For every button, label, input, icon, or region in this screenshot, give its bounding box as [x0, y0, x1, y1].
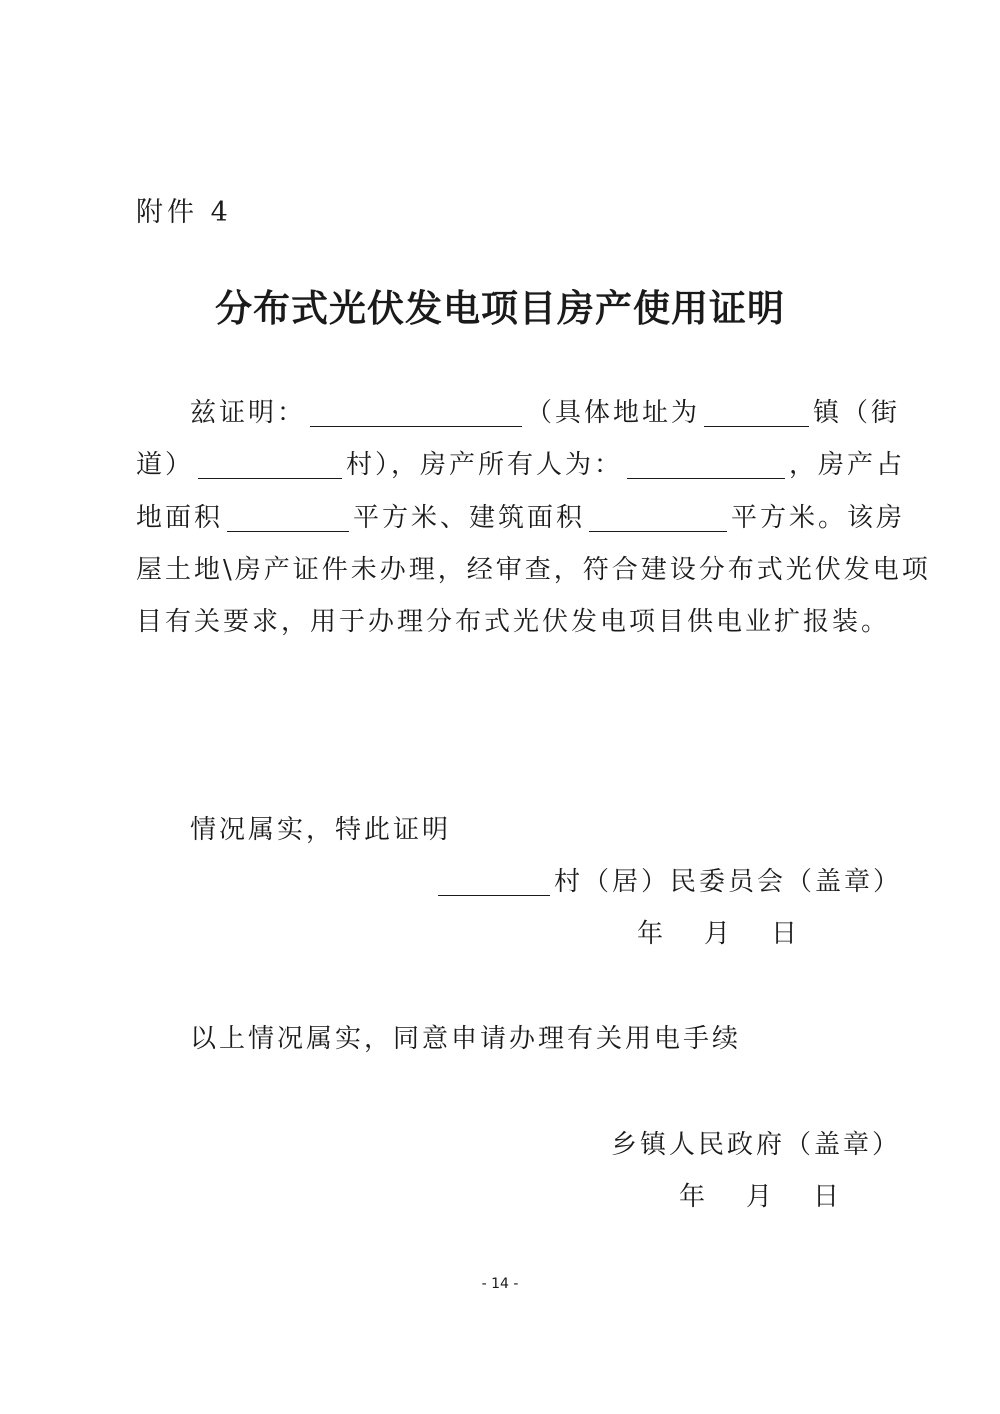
address-blank[interactable]	[310, 398, 522, 427]
committee-seal-label: 村（居）民委员会（盖章）	[554, 867, 903, 897]
township-statement: 以上情况属实，同意申请办理有关用电手续	[190, 1024, 742, 1054]
town-blank[interactable]	[704, 398, 809, 427]
body-line-5: 目有关要求，用于办理分布式光伏发电项目供电业扩报装。	[136, 607, 891, 637]
month-label: 月	[746, 1182, 776, 1212]
township-seal-label: 乡镇人民政府（盖章）	[611, 1130, 902, 1160]
village-blank[interactable]	[198, 450, 342, 479]
village-date	[637, 913, 800, 950]
year-label: 年	[679, 1182, 709, 1212]
township-date	[679, 1176, 842, 1213]
building-area-blank[interactable]	[589, 503, 727, 532]
body-text: （具体地址为	[526, 398, 701, 428]
body-text: 平方米、建筑面积	[353, 503, 586, 533]
body-text: 兹证明：	[190, 398, 307, 428]
body-text: 镇（街	[813, 398, 901, 428]
document-title: 分布式光伏发电项目房产使用证明	[215, 287, 785, 330]
body-text: 道）	[136, 450, 195, 480]
body-text: 村），房产所有人为：	[346, 450, 624, 480]
day-label: 日	[771, 919, 801, 949]
body-line-2	[136, 444, 905, 481]
body-text: ，房产占	[789, 450, 906, 480]
village-committee-line	[438, 861, 902, 898]
month-label: 月	[704, 919, 734, 949]
year-label: 年	[637, 919, 667, 949]
body-line-4: 屋土地\房产证件未办理，经审查，符合建设分布式光伏发电项	[136, 555, 931, 585]
page-number: - 14 -	[481, 1276, 519, 1292]
body-text: 地面积	[136, 503, 224, 533]
day-label: 日	[813, 1182, 843, 1212]
owner-blank[interactable]	[627, 450, 785, 479]
attachment-label: 附件 4	[136, 197, 232, 228]
body-line-3	[136, 497, 905, 534]
village-statement: 情况属实，特此证明	[190, 815, 452, 845]
body-text: 平方米。该房	[731, 503, 906, 533]
village-name-blank[interactable]	[438, 867, 550, 896]
body-line-1	[190, 392, 900, 429]
land-area-blank[interactable]	[227, 503, 349, 532]
